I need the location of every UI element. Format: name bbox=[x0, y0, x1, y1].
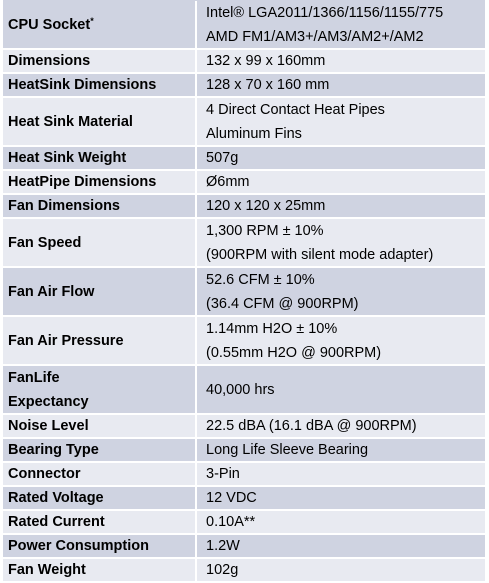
spec-value: 1.2W bbox=[196, 534, 485, 558]
spec-value-cell bbox=[196, 267, 485, 316]
spec-value: 40,000 hrs bbox=[196, 365, 485, 414]
spec-row-rated-current bbox=[3, 510, 485, 534]
spec-label: Fan Weight bbox=[3, 558, 196, 582]
spec-value-cell bbox=[196, 97, 485, 146]
spec-row-cpu-socket bbox=[3, 1, 485, 49]
spec-label-cell bbox=[3, 1, 196, 49]
spec-label: Rated Current bbox=[3, 510, 196, 534]
spec-value: Ø6mm bbox=[196, 170, 485, 194]
spec-label: HeatPipe Dimensions bbox=[3, 170, 196, 194]
spec-value-line: 52.6 CFM ± 10% bbox=[206, 272, 315, 288]
spec-value-line: (0.55mm H2O @ 900RPM) bbox=[206, 345, 382, 361]
spec-label-line: FanLife bbox=[8, 370, 60, 386]
spec-label: Rated Voltage bbox=[3, 486, 196, 510]
spec-value-line: Intel® LGA2011/1366/1156/1155/775 bbox=[206, 5, 444, 21]
spec-row-bearing-type bbox=[3, 438, 485, 462]
spec-value-line: AMD FM1/AM3+/AM3/AM2+/AM2 bbox=[206, 29, 424, 45]
spec-value: 102g bbox=[196, 558, 485, 582]
spec-row-rated-voltage bbox=[3, 486, 485, 510]
spec-row-fan-dimensions bbox=[3, 194, 485, 218]
spec-value-cell bbox=[196, 218, 485, 267]
spec-label: Fan Air Pressure bbox=[3, 316, 196, 365]
spec-row-power-consumption bbox=[3, 534, 485, 558]
spec-value-line: 1.14mm H2O ± 10% bbox=[206, 321, 338, 337]
specifications-table bbox=[3, 1, 485, 583]
spec-value: Long Life Sleeve Bearing bbox=[196, 438, 485, 462]
spec-label: Connector bbox=[3, 462, 196, 486]
spec-label: CPU Socket bbox=[8, 16, 91, 33]
spec-row-fan-weight bbox=[3, 558, 485, 582]
spec-value-cell bbox=[196, 1, 485, 49]
spec-value-cell bbox=[196, 316, 485, 365]
footnote-marker: * bbox=[90, 15, 94, 26]
spec-value: 3-Pin bbox=[196, 462, 485, 486]
spec-value: 120 x 120 x 25mm bbox=[196, 194, 485, 218]
spec-label: HeatSink Dimensions bbox=[3, 73, 196, 97]
spec-value: 132 x 99 x 160mm bbox=[196, 49, 485, 73]
spec-row-fan-air-flow bbox=[3, 267, 485, 316]
spec-label-cell bbox=[3, 365, 196, 414]
spec-label: Noise Level bbox=[3, 414, 196, 438]
spec-label-line: Expectancy bbox=[8, 394, 89, 410]
spec-value-line: 1,300 RPM ± 10% bbox=[206, 223, 324, 239]
spec-label: Bearing Type bbox=[3, 438, 196, 462]
spec-row-noise-level bbox=[3, 414, 485, 438]
spec-row-fan-air-pressure bbox=[3, 316, 485, 365]
spec-value: 128 x 70 x 160 mm bbox=[196, 73, 485, 97]
spec-value-line: Aluminum Fins bbox=[206, 126, 302, 142]
spec-row-connector bbox=[3, 462, 485, 486]
spec-label: Power Consumption bbox=[3, 534, 196, 558]
spec-row-heatsink-dimensions bbox=[3, 73, 485, 97]
spec-label: Heat Sink Material bbox=[3, 97, 196, 146]
spec-label: Dimensions bbox=[3, 49, 196, 73]
spec-row-heat-sink-material bbox=[3, 97, 485, 146]
spec-label: Fan Dimensions bbox=[3, 194, 196, 218]
spec-value-line: 4 Direct Contact Heat Pipes bbox=[206, 102, 385, 118]
spec-row-heatpipe-dimensions bbox=[3, 170, 485, 194]
spec-row-dimensions bbox=[3, 49, 485, 73]
spec-row-heat-sink-weight bbox=[3, 146, 485, 170]
spec-value: 12 VDC bbox=[196, 486, 485, 510]
spec-value: 22.5 dBA (16.1 dBA @ 900RPM) bbox=[196, 414, 485, 438]
spec-value: 0.10A** bbox=[196, 510, 485, 534]
spec-label: Fan Speed bbox=[3, 218, 196, 267]
spec-value-line: (900RPM with silent mode adapter) bbox=[206, 247, 434, 263]
spec-label: Heat Sink Weight bbox=[3, 146, 196, 170]
spec-label: Fan Air Flow bbox=[3, 267, 196, 316]
spec-value: 507g bbox=[196, 146, 485, 170]
spec-row-fan-speed bbox=[3, 218, 485, 267]
spec-row-fanlife-expectancy bbox=[3, 365, 485, 414]
spec-value-line: (36.4 CFM @ 900RPM) bbox=[206, 296, 359, 312]
